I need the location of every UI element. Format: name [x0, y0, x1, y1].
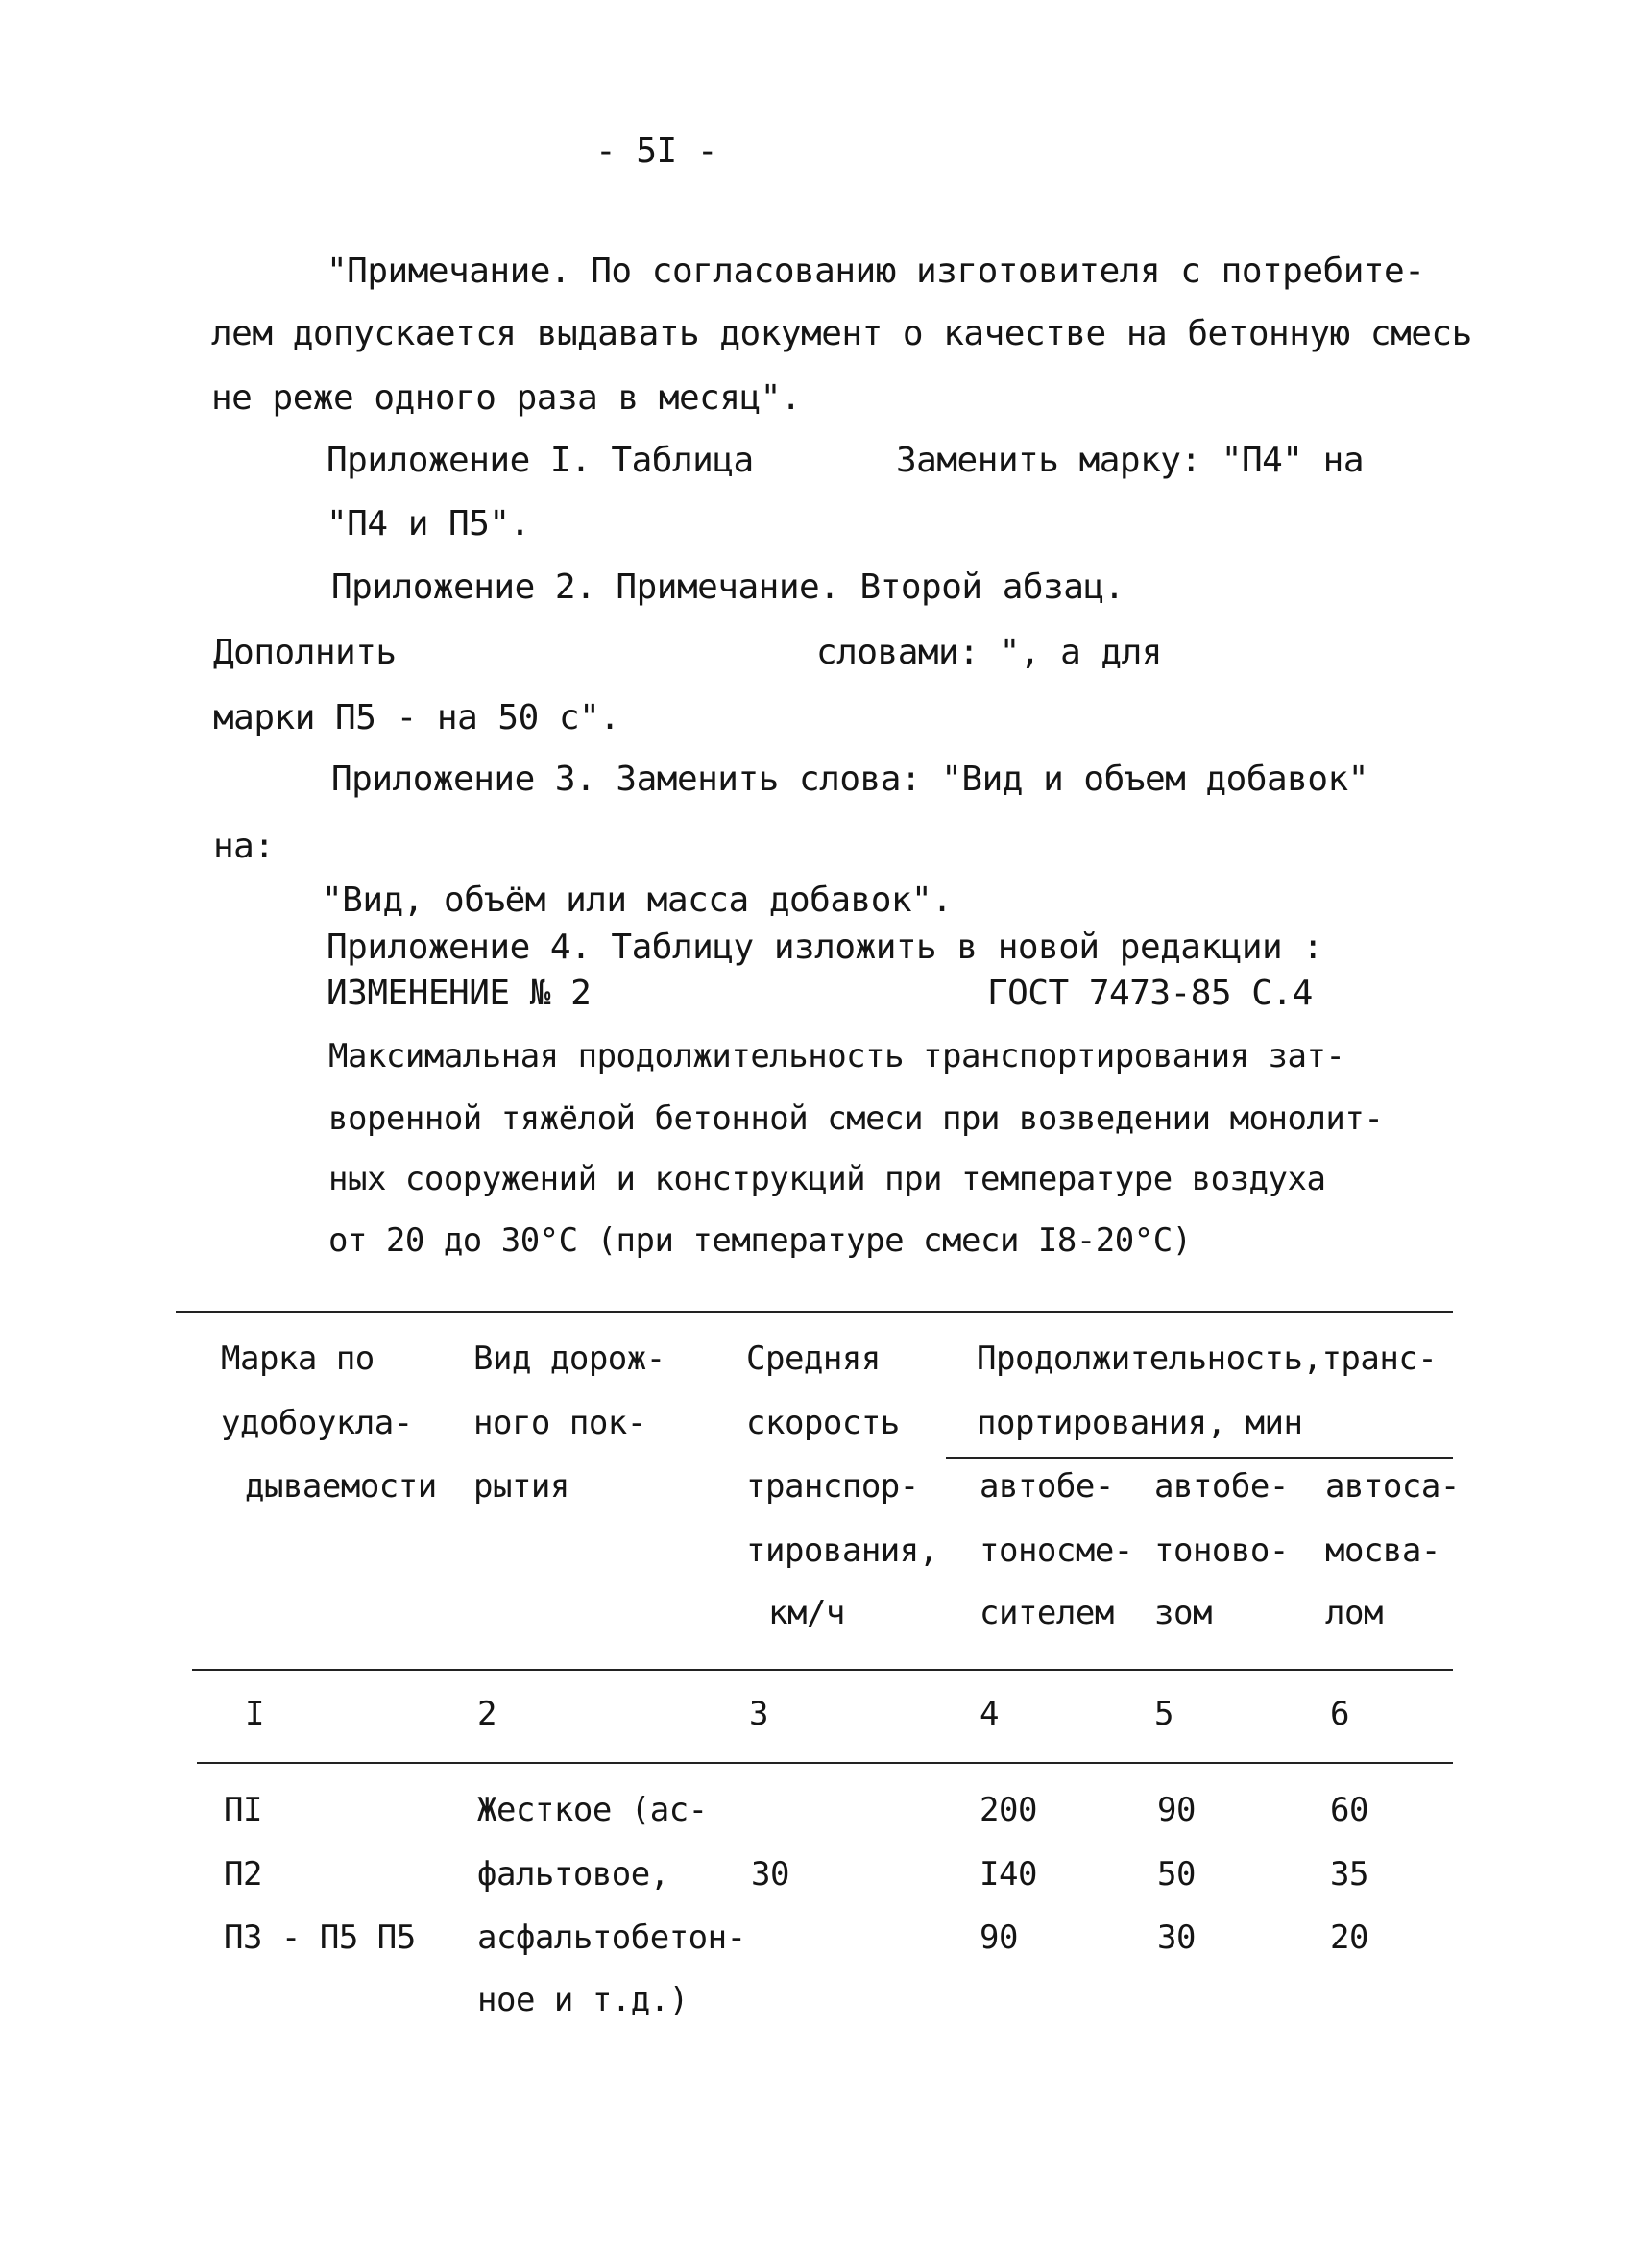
header-text: Марка по — [221, 1339, 375, 1378]
title-line: ных сооружений и конструкций при температуре воздуха — [328, 1160, 1326, 1198]
surface-cell: ное и т.д.) — [477, 1981, 689, 2019]
header-text: тоново- — [1154, 1532, 1289, 1570]
surface-cell: Жесткое (ас- — [477, 1791, 708, 1829]
brand-cell: П2 — [224, 1855, 262, 1894]
appendix-label: Приложение 3. Заменить слова: "Вид и объем добавок" — [331, 760, 1368, 799]
table-top-rule — [176, 1311, 1453, 1313]
dump-truck-value: 20 — [1330, 1918, 1368, 1957]
surface-cell: асфальтобетон- — [477, 1918, 746, 1957]
dump-truck-value: 60 — [1330, 1791, 1368, 1829]
header-text: зом — [1154, 1594, 1212, 1632]
header-text: тирования, — [746, 1532, 938, 1570]
appendix-label: Приложение 4. Таблицу изложить в новой редакции : — [327, 928, 1323, 967]
title-line: воренной тяжёлой бетонной смеси при возведении монолит- — [328, 1099, 1384, 1138]
column-number: 6 — [1330, 1695, 1349, 1733]
change-number: ИЗМЕНЕНИЕ № 2 — [327, 974, 592, 1013]
header-text: лом — [1325, 1594, 1383, 1632]
appendix-value: марки П5 - на 50 с". — [213, 698, 620, 737]
appendix-action: Заменить марку: "П4" на — [896, 441, 1364, 480]
brand-cell: П3 - П5 П5 — [224, 1918, 416, 1957]
appendix-value: "П4 и П5". — [327, 504, 530, 543]
header-text: автоса- — [1325, 1467, 1460, 1506]
header-text: Продолжительность,транс- — [977, 1339, 1438, 1378]
header-text: рытия — [473, 1467, 569, 1506]
header-text: транспор- — [746, 1467, 919, 1506]
note-line: лем допускается выдавать документ о качестве на бетонную смесь — [211, 314, 1472, 353]
appendix-words: словами: ", а для — [816, 633, 1162, 672]
surface-cell: фальтовое, — [477, 1855, 669, 1894]
header-text: Средняя — [746, 1339, 881, 1378]
header-text: тоносме- — [980, 1532, 1133, 1570]
header-text: мосва- — [1325, 1532, 1440, 1570]
header-text: ного пок- — [473, 1404, 646, 1442]
group-header-rule — [946, 1457, 1453, 1459]
column-number: 5 — [1154, 1695, 1173, 1733]
concrete-truck-value: 50 — [1157, 1855, 1196, 1894]
concrete-truck-value: 30 — [1157, 1918, 1196, 1957]
gost-reference: ГОСТ 7473-85 С.4 — [987, 974, 1313, 1013]
header-text: сителем — [980, 1594, 1114, 1632]
header-text: автобе- — [1154, 1467, 1289, 1506]
column-number: I — [245, 1695, 264, 1733]
appendix-value: "Вид, объём или масса добавок". — [322, 881, 953, 920]
header-text: скорость — [746, 1404, 900, 1442]
header-text: автобе- — [980, 1467, 1114, 1506]
appendix-action: Дополнить — [213, 633, 397, 672]
brand-cell: ПI — [224, 1791, 262, 1829]
dump-truck-value: 35 — [1330, 1855, 1368, 1894]
note-line: не реже одного раза в месяц". — [211, 378, 802, 418]
column-number: 2 — [477, 1695, 496, 1733]
mixer-value: 90 — [980, 1918, 1018, 1957]
header-text: портирования, мин — [977, 1404, 1303, 1442]
note-line: "Примечание. По согласованию изготовителя с потребите- — [327, 252, 1425, 291]
header-bottom-rule — [192, 1669, 1453, 1671]
speed-cell: 30 — [751, 1855, 789, 1894]
numbers-bottom-rule — [197, 1762, 1453, 1764]
mixer-value: I40 — [980, 1855, 1037, 1894]
column-number: 4 — [980, 1695, 999, 1733]
header-text: км/ч — [768, 1594, 845, 1632]
appendix-on: на: — [213, 827, 275, 866]
appendix-label: Приложение 2. Примечание. Второй абзац. — [331, 567, 1125, 607]
title-line: от 20 до 30°С (при температуре смеси I8-20°С) — [328, 1221, 1192, 1260]
header-text: дываемости — [245, 1467, 437, 1506]
page-number: - 5I - — [595, 132, 718, 171]
header-text: Вид дорож- — [473, 1339, 665, 1378]
appendix-label: Приложение I. Таблица — [327, 441, 754, 480]
header-text: удобоукла- — [221, 1404, 413, 1442]
title-line: Максимальная продолжительность транспортирования зат- — [328, 1037, 1345, 1075]
mixer-value: 200 — [980, 1791, 1037, 1829]
concrete-truck-value: 90 — [1157, 1791, 1196, 1829]
column-number: 3 — [749, 1695, 768, 1733]
